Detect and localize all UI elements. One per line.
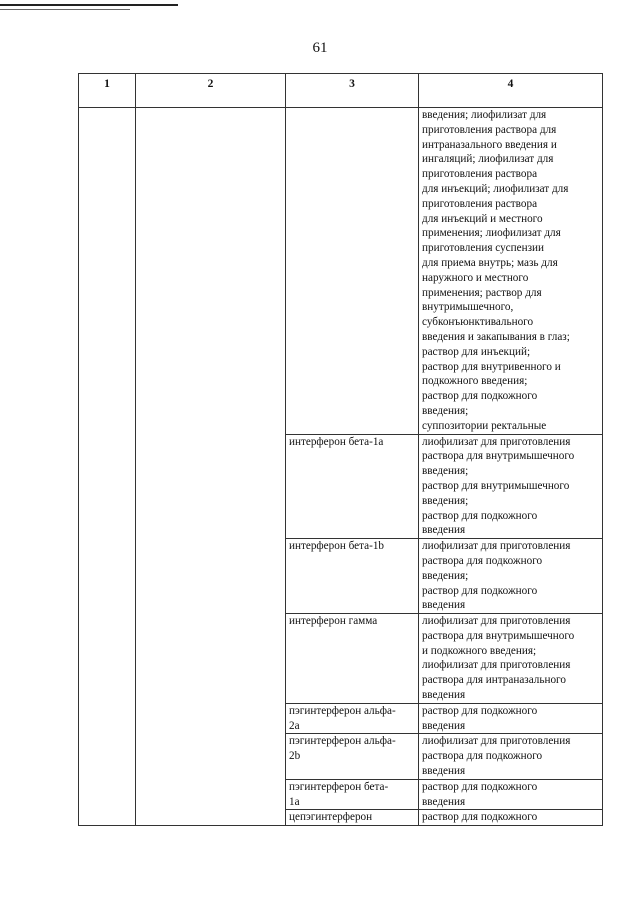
dosage-form-cell: раствор для подкожного: [419, 810, 603, 826]
dosage-form-cell: раствор для подкожного введения: [419, 779, 603, 810]
drug-name-cell: пэгинтерферон альфа- 2b: [286, 734, 419, 779]
header-rule: [0, 4, 178, 6]
drug-name-cell: [286, 108, 419, 435]
drug-table: [78, 73, 603, 826]
column-header-3: 3: [286, 74, 419, 108]
drug-name-cell: интерферон гамма: [286, 614, 419, 704]
dosage-form-cell: введения; лиофилизат для приготовления раствора для интраназального введения и ингаляций; лиофилизат для приготовления раствора для инъекций; лиофилизат для приготовления раствора для инъекций и местного применения; лиофилизат для приготовления суспензии для приема внутрь; мазь для наружного и местного применения; раствор для внутримышечного, субконъюнктивального введения и закапывания в глаз; раствор для инъекций; раствор для внутривенного и подкожного введения; раствор для подкожного введения; суппозитории ректальные: [419, 108, 603, 435]
drug-name-cell: интерферон бета-1b: [286, 539, 419, 614]
drug-name-cell: интерферон бета-1a: [286, 434, 419, 539]
drug-name-cell: пэгинтерферон альфа- 2a: [286, 703, 419, 734]
table-header-row: [79, 74, 603, 108]
dosage-form-cell: раствор для подкожного введения: [419, 703, 603, 734]
dosage-form-cell: лиофилизат для приготовления раствора для подкожного введения; раствор для подкожного введения: [419, 539, 603, 614]
dosage-form-cell: лиофилизат для приготовления раствора для внутримышечного и подкожного введения; лиофилизат для приготовления раствора для интраназального введения: [419, 614, 603, 704]
drug-name-cell: цепэгинтерферон: [286, 810, 419, 826]
table-row: [79, 108, 603, 435]
code-cell: [79, 108, 136, 826]
column-header-2: 2: [136, 74, 286, 108]
column-header-4: 4: [419, 74, 603, 108]
column-header-1: 1: [79, 74, 136, 108]
dosage-form-cell: лиофилизат для приготовления раствора для подкожного введения: [419, 734, 603, 779]
dosage-form-cell: лиофилизат для приготовления раствора для внутримышечного введения; раствор для внутримышечного введения; раствор для подкожного введения: [419, 434, 603, 539]
group-cell: [136, 108, 286, 826]
drug-name-cell: пэгинтерферон бета- 1a: [286, 779, 419, 810]
header-rule-thin: [0, 9, 130, 10]
page-number: 61: [312, 40, 328, 56]
